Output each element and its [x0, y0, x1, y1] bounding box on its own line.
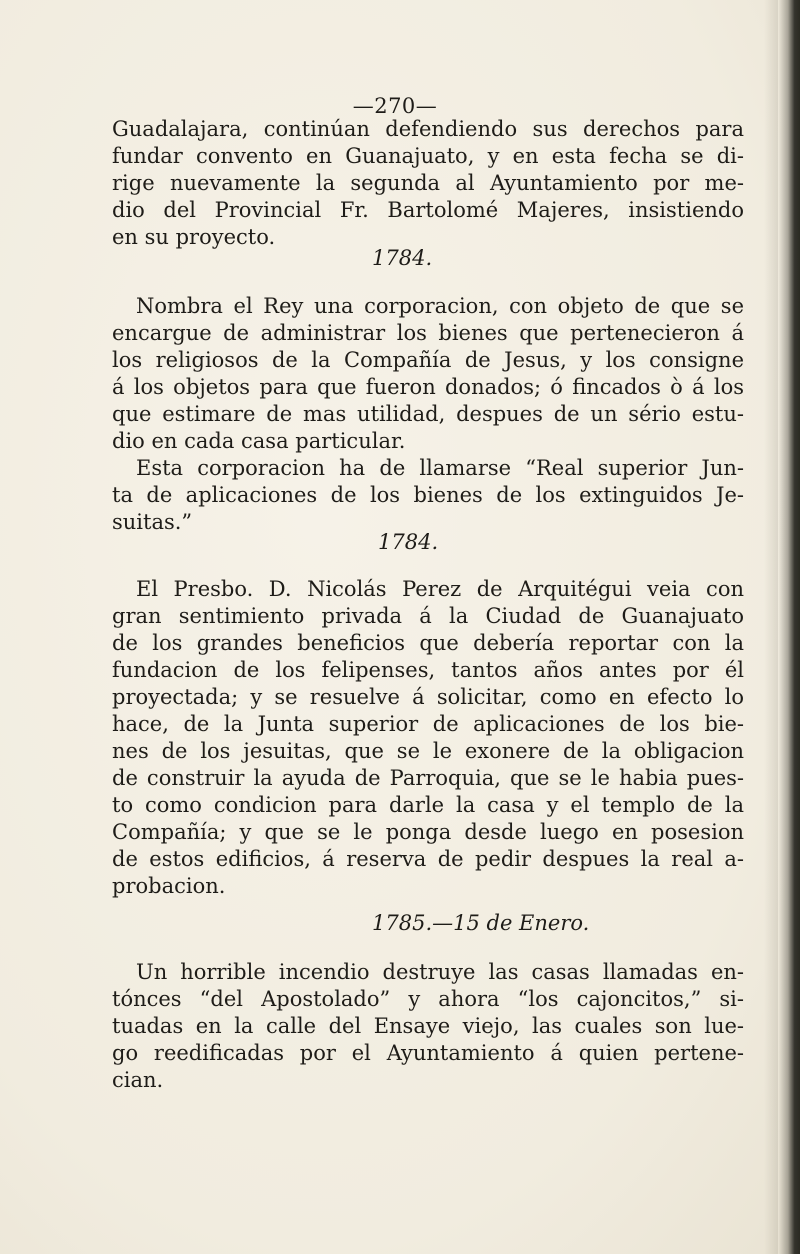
text-line: Esta corporacion ha de llamarse “Real superior Jun- — [136, 456, 744, 480]
date-heading-3: 1785.—15 de Enero. — [372, 911, 590, 935]
text-line: tónces “del Apostolado” y ahora “los cajoncitos,” si- — [112, 987, 744, 1011]
text-line: los religiosos de la Compañía de Jesus, y los consigne — [112, 348, 744, 372]
text-line: de los grandes beneficios que debería reportar con la — [112, 631, 744, 655]
text-line: Nombra el Rey una corporacion, con objeto de que se — [136, 294, 744, 318]
text-line: ta de aplicaciones de los bienes de los extinguidos Je- — [112, 483, 744, 507]
text-line: suitas.” — [112, 510, 193, 534]
paragraph-2 — [112, 293, 744, 455]
page-edge-shadow — [764, 0, 778, 1254]
text-line: en su proyecto. — [112, 225, 276, 249]
paragraph-4 — [112, 576, 744, 900]
text-line: rige nuevamente la segunda al Ayuntamiento por me- — [112, 171, 744, 195]
text-line: Compañía; y que se le ponga desde luego en posesion — [112, 820, 744, 844]
text-line: fundacion de los felipenses, tantos años antes por él — [112, 658, 744, 682]
text-line: tuadas en la calle del Ensaye viejo, las cuales son lue- — [112, 1014, 744, 1038]
text-line: de estos edificios, á reserva de pedir despues la real a- — [112, 847, 744, 871]
text-line: encargue de administrar los bienes que pertenecieron á — [112, 321, 744, 345]
date-heading-1: 1784. — [372, 246, 433, 270]
text-line: Un horrible incendio destruye las casas llamadas en- — [136, 960, 744, 984]
text-line: nes de los jesuitas, que se le exonere de la obligacion — [112, 739, 744, 763]
paragraph-3 — [112, 455, 744, 536]
paragraph-5 — [112, 959, 744, 1094]
text-line: probacion. — [112, 874, 226, 898]
text-line: to como condicion para darle la casa y el templo de la — [112, 793, 744, 817]
date-heading-2: 1784. — [378, 530, 439, 554]
paragraph-1 — [112, 116, 744, 251]
text-line: proyectada; y se resuelve á solicitar, como en efecto lo — [112, 685, 744, 709]
text-line: cian. — [112, 1068, 164, 1092]
text-line: hace, de la Junta superior de aplicaciones de los bie- — [112, 712, 744, 736]
text-line: de construir la ayuda de Parroquia, que se le habia pues- — [112, 766, 744, 790]
text-line: que estimare de mas utilidad, despues de un sério estu- — [112, 402, 744, 426]
text-line: á los objetos para que fueron donados; ó fincados ò á los — [112, 375, 744, 399]
text-line: El Presbo. D. Nicolás Perez de Arquitégui veia con — [136, 577, 744, 601]
text-line: dio en cada casa particular. — [112, 429, 406, 453]
text-line: fundar convento en Guanajuato, y en esta fecha se di- — [112, 144, 744, 168]
book-binding-edge — [778, 0, 800, 1254]
text-line: dio del Provincial Fr. Bartolomé Majeres, insistiendo — [112, 198, 744, 222]
text-line: gran sentimiento privada á la Ciudad de Guanajuato — [112, 604, 744, 628]
text-line: go reedificadas por el Ayuntamiento á quien pertene- — [112, 1041, 744, 1065]
text-line: Guadalajara, continúan defendiendo sus derechos para — [112, 117, 744, 141]
page-number: —270— — [352, 94, 438, 118]
